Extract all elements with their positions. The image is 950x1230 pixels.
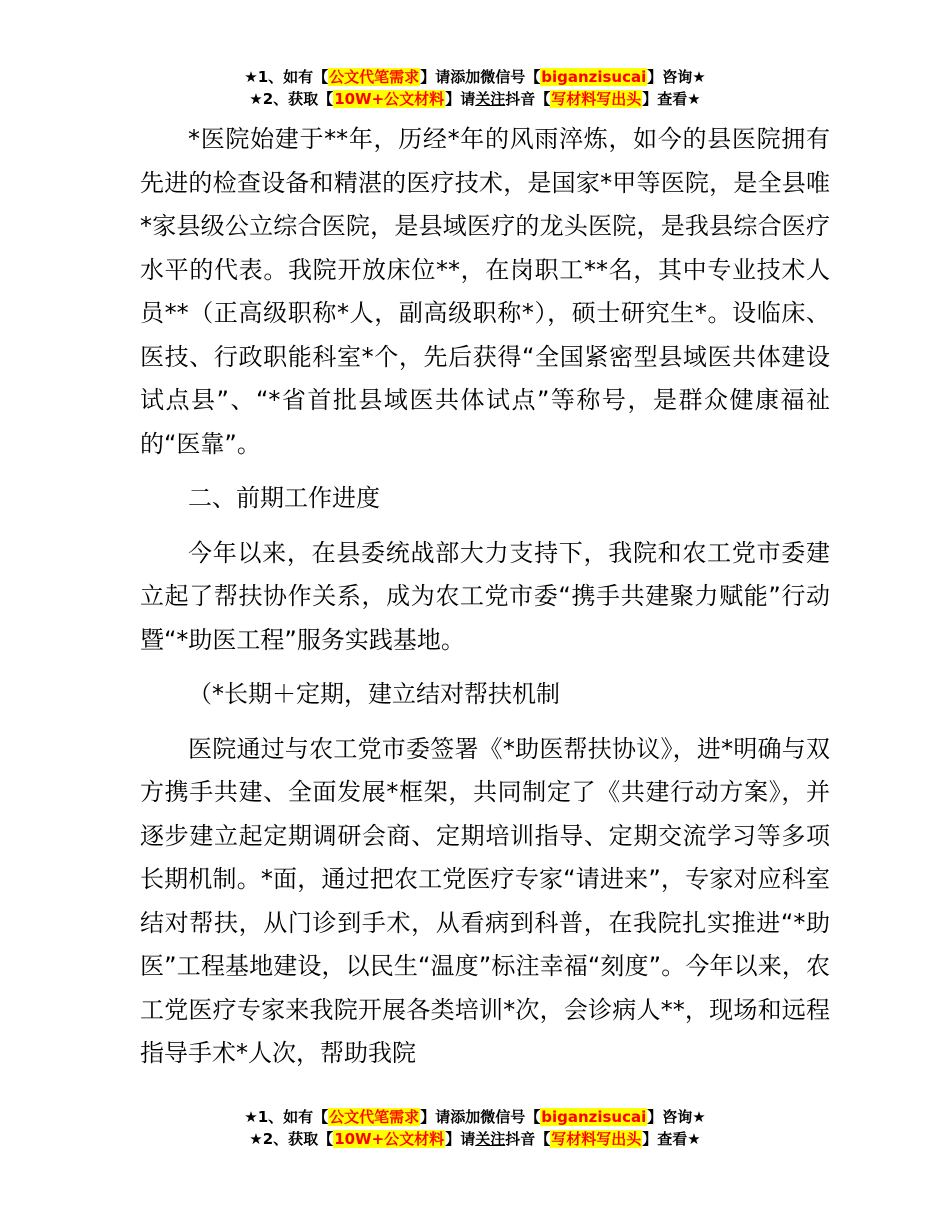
banner-underline: 关注	[475, 90, 506, 108]
banner-highlight: biganzisucai	[541, 68, 647, 86]
subsection-heading: （*长期＋定期，建立结对帮扶机制	[188, 680, 560, 708]
banner-text: 】请添加微信号【	[420, 1108, 541, 1126]
banner-text: 】请	[445, 90, 476, 108]
banner-highlight: 10W+公文材料	[334, 1130, 445, 1148]
banner-highlight: 公文代笔需求	[329, 1108, 420, 1126]
paragraph: *医院始建于**年，历经*年的风雨淬炼，如今的县医院拥有先进的检查设备和精湛的医疗技术，是国家*甲等医院，是全县唯*家县级公立综合医院，是县域医疗的龙头医院，是我县综合医疗水平的代表。我院开放床位**，在岗职工**名，其中专业技术人员**（正高级职称*人，副高级职称*），硕士研究生*。设临床、医技、行政职能科室*个，先后获得“全国紧密型县域医共体建设试点县”、“*省首批县域医共体试点”等称号，是群众健康福祉的“医靠”。	[140, 125, 830, 458]
banner-highlight: 公文代笔需求	[329, 68, 420, 86]
banner-line-2	[0, 1128, 950, 1150]
banner-underline: 关注	[475, 1130, 506, 1148]
banner-highlight: biganzisucai	[541, 1108, 647, 1126]
banner-text: ★1、如有【	[244, 1108, 329, 1126]
banner-text: 】请添加微信号【	[420, 68, 541, 86]
banner-text: 】查看★	[642, 90, 701, 108]
banner-text: 】请	[445, 1130, 476, 1148]
banner-text: 】查看★	[642, 1130, 701, 1148]
header-banner	[0, 66, 950, 110]
banner-text: ★2、获取【	[249, 1130, 334, 1148]
section-heading: 二、前期工作进度	[188, 484, 380, 512]
banner-text: 】咨询★	[647, 68, 706, 86]
banner-line-1	[0, 1106, 950, 1128]
banner-text: 】咨询★	[647, 1108, 706, 1126]
document-body	[140, 118, 830, 1087]
banner-line-2	[0, 88, 950, 110]
banner-highlight: 写材料写出头	[551, 1130, 642, 1148]
banner-text: 抖音【	[505, 1130, 551, 1148]
paragraph: 今年以来，在县委统战部大力支持下，我院和农工党市委建立起了帮扶协作关系，成为农工党市委“携手共建聚力赋能”行动暨“*助医工程”服务实践基地。	[140, 538, 830, 654]
banner-text: ★2、获取【	[249, 90, 334, 108]
banner-line-1	[0, 66, 950, 88]
banner-highlight: 写材料写出头	[551, 90, 642, 108]
banner-text: 抖音【	[505, 90, 551, 108]
footer-banner	[0, 1106, 950, 1150]
banner-text: ★1、如有【	[244, 68, 329, 86]
paragraph: 医院通过与农工党市委签署《*助医帮扶协议》，进*明确与双方携手共建、全面发展*框架，共同制定了《共建行动方案》，并逐步建立起定期调研会商、定期培训指导、定期交流学习等多项长期机制。*面，通过把农工党医疗专家“请进来”，专家对应科室结对帮扶，从门诊到手术，从看病到科普，在我院扎实推进“*助医”工程基地建设，以民生“温度”标注幸福“刻度”。今年以来，农工党医疗专家来我院开展各类培训*次，会诊病人**，现场和远程指导手术*人次，帮助我院	[140, 734, 830, 1067]
banner-highlight: 10W+公文材料	[334, 90, 445, 108]
